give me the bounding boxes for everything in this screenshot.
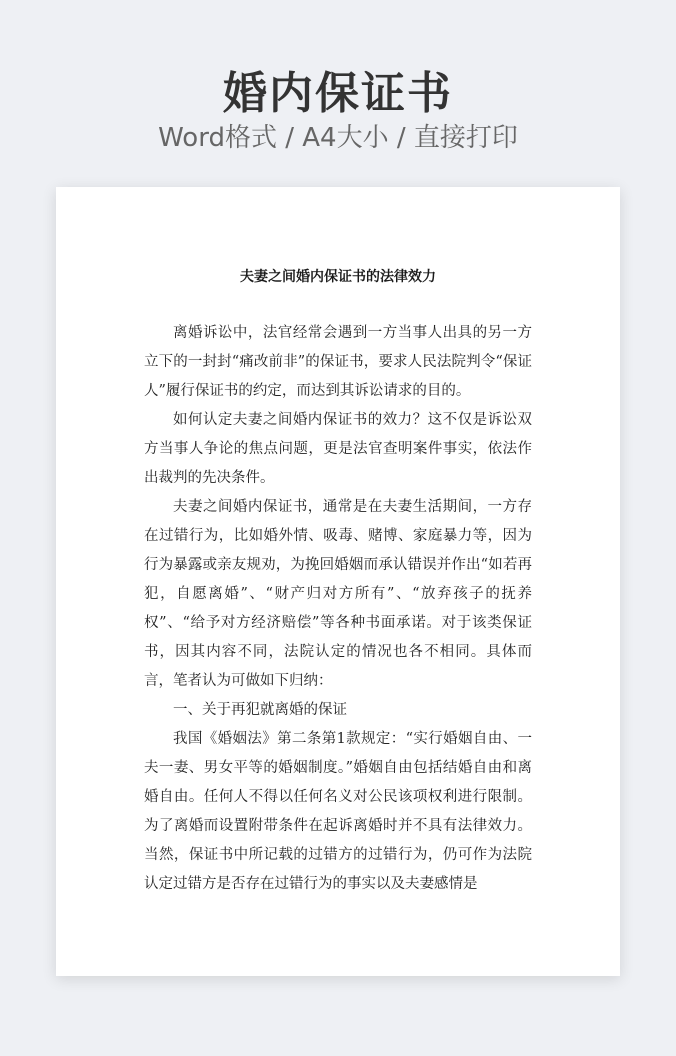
document-body [144,319,532,899]
page-title: 婚内保证书 [223,68,453,119]
document-paragraph: 我国《婚姻法》第二条第1款规定：“实行婚姻自由、一夫一妻、男女平等的婚姻制度。”婚姻自由包括结婚自由和离婚自由。任何人不得以任何名义对公民该项权利进行限制。为了离婚而设置附带条件在起诉离婚时并不具有法律效力。当然，保证书中所记载的过错方的过错行为，仍可作为法院认定过错方是否存在过错行为的事实以及夫妻感情是 [144,731,532,892]
section-heading: 一、关于再犯就离婚的保证 [173,702,347,718]
page-subtitle: Word格式 / A4大小 / 直接打印 [158,123,518,153]
document-paragraph: 如何认定夫妻之间婚内保证书的效力？这不仅是诉讼双方当事人争论的焦点问题，更是法官查明案件事实，依法作出裁判的先决条件。 [144,412,532,486]
document-paragraph: 离婚诉讼中，法官经常会遇到一方当事人出具的另一方立下的一封封“痛改前非”的保证书，要求人民法院判令“保证人”履行保证书的约定，而达到其诉讼请求的目的。 [144,325,532,399]
document-title: 夫妻之间婚内保证书的法律效力 [240,269,436,285]
document-page [56,187,620,976]
document-paragraph: 夫妻之间婚内保证书，通常是在夫妻生活期间，一方存在过错行为，比如婚外情、吸毒、赌博、家庭暴力等，因为行为暴露或亲友规劝，为挽回婚姻而承认错误并作出“如若再犯，自愿离婚”、“财产归对方所有”、“放弃孩子的抚养权”、“给予对方经济赔偿”等各种书面承诺。对于该类保证书，因其内容不同，法院认定的情况也各不相同。具体而言，笔者认为可做如下归纳： [144,499,532,689]
